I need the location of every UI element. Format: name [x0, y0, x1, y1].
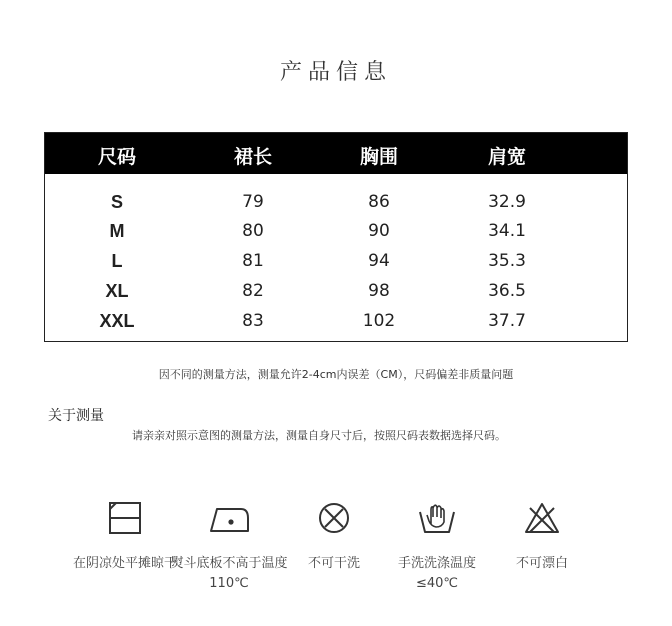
table-row	[45, 251, 627, 279]
care-label: 在阴凉处平摊晾干	[72, 556, 177, 571]
care-label: 不可漂白	[515, 556, 568, 571]
care-item	[377, 500, 497, 594]
cell-size: XL	[105, 281, 129, 301]
care-item	[274, 500, 394, 574]
cell-length: 82	[242, 281, 264, 301]
table-row	[45, 221, 627, 249]
header-bust: 胸围	[359, 146, 399, 168]
cell-length: 81	[242, 251, 264, 271]
cell-size: L	[111, 251, 123, 271]
cell-shoulder: 35.3	[488, 251, 526, 271]
cell-length: 80	[242, 221, 264, 241]
hand-wash-icon	[417, 500, 457, 536]
cell-bust: 90	[368, 221, 390, 241]
table-row	[45, 311, 627, 339]
cell-bust: 94	[368, 251, 390, 271]
header-length: 裙长	[233, 146, 273, 168]
measurement-note: 因不同的测量方法，测量允许2-4cm内误差（CM），尺码偏差非质量问题	[158, 368, 514, 381]
care-item	[169, 500, 289, 594]
do-not-dry-clean-icon	[316, 500, 352, 536]
cell-size: M	[109, 221, 125, 241]
care-label: 不可干洗	[307, 556, 360, 571]
care-label: 手洗洗涤温度≤40℃	[397, 556, 476, 591]
page-title: 产品信息	[279, 60, 392, 85]
cell-bust: 86	[368, 192, 390, 212]
cell-shoulder: 36.5	[488, 281, 526, 301]
iron-low-temp-icon	[207, 500, 251, 536]
cell-length: 79	[242, 192, 264, 212]
cell-size: XXL	[99, 311, 135, 331]
care-item	[482, 500, 602, 574]
cell-shoulder: 34.1	[488, 221, 526, 241]
cell-bust: 102	[362, 311, 396, 331]
header-shoulder: 肩宽	[487, 146, 527, 168]
care-label: 熨斗底板不高于温度110℃	[170, 556, 288, 591]
care-item	[65, 500, 185, 574]
cell-shoulder: 37.7	[488, 311, 526, 331]
dry-flat-shade-icon	[107, 500, 143, 536]
table-row	[45, 192, 627, 220]
header-size: 尺码	[97, 146, 137, 168]
size-table	[44, 132, 628, 342]
cell-shoulder: 32.9	[488, 192, 526, 212]
table-header	[45, 133, 627, 174]
cell-length: 83	[242, 311, 264, 331]
cell-size: S	[110, 192, 124, 212]
do-not-bleach-icon	[522, 500, 562, 536]
about-title: 关于测量	[48, 408, 104, 424]
about-text: 请亲亲对照示意图的测量方法，测量自身尺寸后，按照尺码表数据选择尺码。	[132, 429, 506, 442]
table-row	[45, 281, 627, 309]
cell-bust: 98	[368, 281, 390, 301]
